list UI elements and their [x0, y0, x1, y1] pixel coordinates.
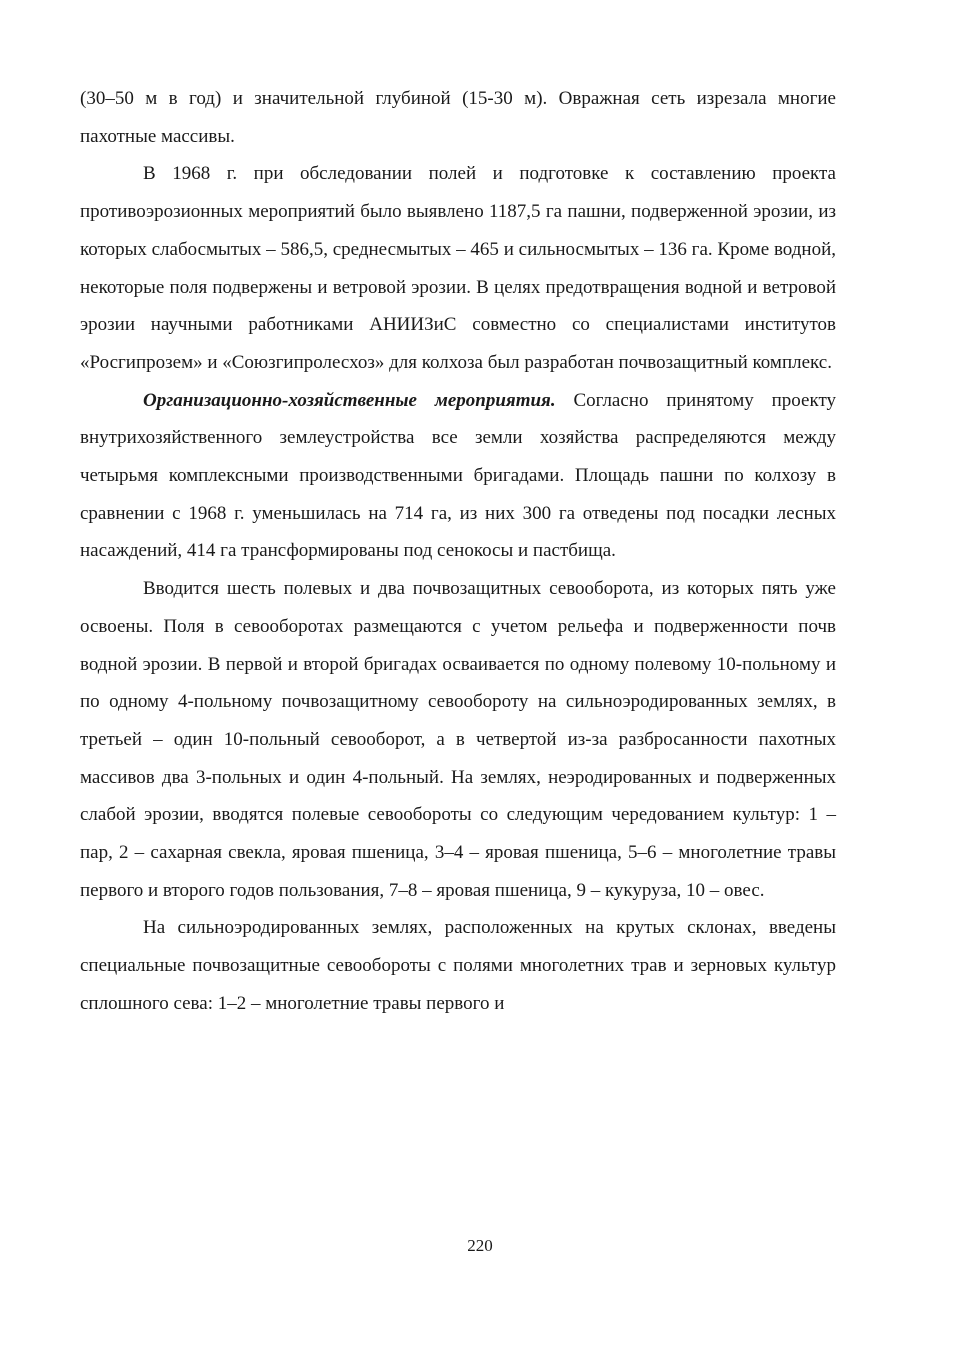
paragraph-4: Вводится шесть полевых и два почвозащитных севооборота, из которых пять уже освоены. Поля в севооборотах размещаются с учетом рельефа и подверженности почв водной эрозии. В первой и второй бригадах осваивается по одному полевому 10-польному и по одному 4-польному почвозащитному севообороту на сильноэродированных землях, в третьей – один 10-польный севооборот, а в четвертой из-за разбросанности пахотных массивов два 3-польных и один 4-польный. На землях, неэродированных и подверженных слабой эрозии, вводятся полевые севообороты со следующим чередованием культур: 1 – пар, 2 – сахарная свекла, яровая пшеница, 3–4 – яровая пшеница, 5–6 – многолетние травы первого и второго годов пользования, 7–8 – яровая пшеница, 9 – кукуруза, 10 – овес. [80, 578, 836, 901]
paragraph-1: (30–50 м в год) и значительной глубиной (15-30 м). Овражная сеть изрезала многие пахотные массивы. [80, 88, 836, 147]
paragraph-3 [80, 382, 836, 571]
document-page [80, 80, 836, 1023]
paragraph-3-text: Согласно принятому проекту внутрихозяйственного землеустройства все земли хозяйства распределяются между четырьмя комплексными производственными бригадами. Площадь пашни по колхозу в сравнении с 1968 г. уменьшилась на 714 га, из них 300 га отведены под посадки лесных насаждений, 414 га трансформированы под сенокосы и пастбища. [80, 389, 837, 562]
page-number: 220 [467, 1236, 493, 1255]
paragraph-5: На сильноэродированных землях, расположенных на крутых склонах, введены специальные почвозащитные севообороты с полями многолетних трав и зерновых культур сплошного сева: 1–2 – многолетние травы первого и [80, 917, 836, 1014]
section-lead-heading: Организационно-хозяйственные мероприятия. [143, 389, 556, 411]
paragraph-2: В 1968 г. при обследовании полей и подготовке к составлению проекта противоэрозионных мероприятий было выявлено 1187,5 га пашни, подверженной эрозии, из которых слабосмытых – 586,5, среднесмытых – 465 и сильносмытых – 136 га. Кроме водной, некоторые поля подвержены и ветровой эрозии. В целях предотвращения водной и ветровой эрозии научными работниками АНИИЗиС совместно со специалистами институтов «Росгипрозем» и «Союзгипролесхоз» для колхоза был разработан почвозащитный комплекс. [80, 163, 836, 373]
